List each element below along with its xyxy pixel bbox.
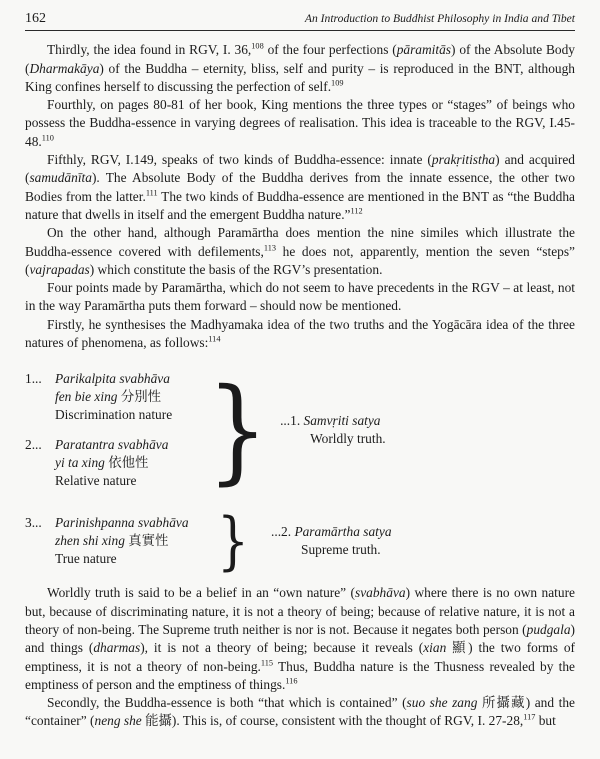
diagram-group-supreme-truth (25, 505, 575, 578)
diagram-items-3 (25, 514, 207, 568)
diagram-result-supreme-truth (271, 523, 392, 560)
item-title: Paratantra svabhāva (55, 437, 169, 453)
result-label: ...2. Paramārtha satya (271, 524, 392, 540)
diagram-item-paratantra (25, 436, 207, 490)
three-natures-two-truths-diagram (25, 364, 575, 578)
page-body (25, 41, 575, 730)
item-english: Relative nature (55, 473, 137, 489)
paragraph-fourthly: Fourthly, on pages 80-81 of her book, King mentions the three types or “stages” of beings who possess the Buddha-essence in varying degrees of realisation. This idea is traceable to the RGV, I.45-48.$^{110}$ (25, 97, 575, 149)
page-number: 162 (25, 11, 46, 26)
item-number: 3... (25, 515, 42, 531)
paragraph-four-points: Four points made by Paramārtha, which do not seem to have precedents in the RGV – at least, not in the way Paramārtha puts them forward – should now be mentioned. (25, 280, 575, 314)
diagram-items-1-2 (25, 370, 207, 490)
result-translation: Worldly truth. (310, 431, 386, 447)
brace-column (207, 505, 259, 578)
paragraph-fifthly: Fifthly, RGV, I.149, speaks of two kinds of Buddha-essence: innate (prakṛitistha) and acquired (samudānīta). The Absolute Body of the Buddha derives from the innate essence, the other two Bodies from the latter.$^{111}$ The two kinds of Buddha-essence are mentioned in the BNT as “the Buddha nature that dwells in itself and the emergent Buddha nature.”$^{112}$ (25, 152, 575, 222)
running-title: An Introduction to Buddhist Philosophy in India and Tibet (304, 12, 575, 25)
item-english: True nature (55, 551, 117, 567)
paragraph-firstly: Firstly, he synthesises the Madhyamaka idea of the two truths and the Yogācāra idea of the three natures of phenomena, as follows:$^{114}$ (25, 316, 575, 351)
paragraph-on-the-other-hand: On the other hand, although Paramārtha does mention the nine similes which illustrate the Buddha-essence covered with defilements,$^{113}$ he does not, apparently, mention the seven “steps” (vajrapadas) which constitute the basis of the RGV’s presentation. (25, 225, 576, 277)
diagram-item-parikalpita (25, 370, 207, 424)
diagram-group-worldly-truth (25, 364, 575, 497)
paragraph-secondly: Secondly, the Buddha-essence is both “that which is contained” (suo she zang 所攝藏) and the “container” (neng she 能攝). This is, of course, consistent with the thought of RGV, I. 27-28,$^{117}$ but (25, 695, 575, 729)
item-title: Parikalpita svabhāva (55, 371, 170, 387)
item-title: Parinishpanna svabhāva (55, 515, 189, 531)
paragraph-thirdly: Thirdly, the idea found in RGV, I. 36,$^{108}$ of the four perfections (pāramitās) of the Absolute Body (Dharmakāya) of the Buddha – eternity, bliss, self and purity – is reproduced in the BNT, although King confines herself to discussing the perfection of self.$^{109}$ (25, 41, 575, 94)
small-brace-glyph: } (217, 505, 249, 578)
large-brace-glyph: } (207, 364, 269, 497)
page-header (25, 10, 575, 28)
item-chinese: zhen shi xing 真實性 (55, 533, 169, 549)
item-number: 1... (25, 371, 42, 387)
paragraph-worldly-truth: Worldly truth is said to be a belief in an “own nature” (svabhāva) where there is no own nature but, because of discriminating nature, it is not a theory of being; because of relative nature, it is not a theory of non-being. The Supreme truth neither is nor is not. Because it negates both person (pudgala) and things (dharmas), it is not a theory of being; because it reveals (xian 顯) the two forms of emptiness, it is not a theory of non-being.$^{115}$ Thus, Buddha nature is the Thusness revealed by the emptiness of person and the emptiness of things.$^{116}$ (25, 585, 575, 692)
result-translation: Supreme truth. (301, 542, 381, 558)
item-chinese: fen bie xing 分別性 (55, 389, 161, 405)
header-rule (25, 30, 575, 31)
item-chinese: yi ta xing 依他性 (55, 455, 149, 471)
diagram-item-parinishpanna (25, 514, 207, 568)
item-number: 2... (25, 437, 42, 453)
brace-column (207, 364, 269, 497)
item-english: Discrimination nature (55, 407, 173, 423)
result-label: ...1. Samvṛiti satya (280, 413, 381, 429)
diagram-result-worldly-truth (280, 412, 386, 449)
